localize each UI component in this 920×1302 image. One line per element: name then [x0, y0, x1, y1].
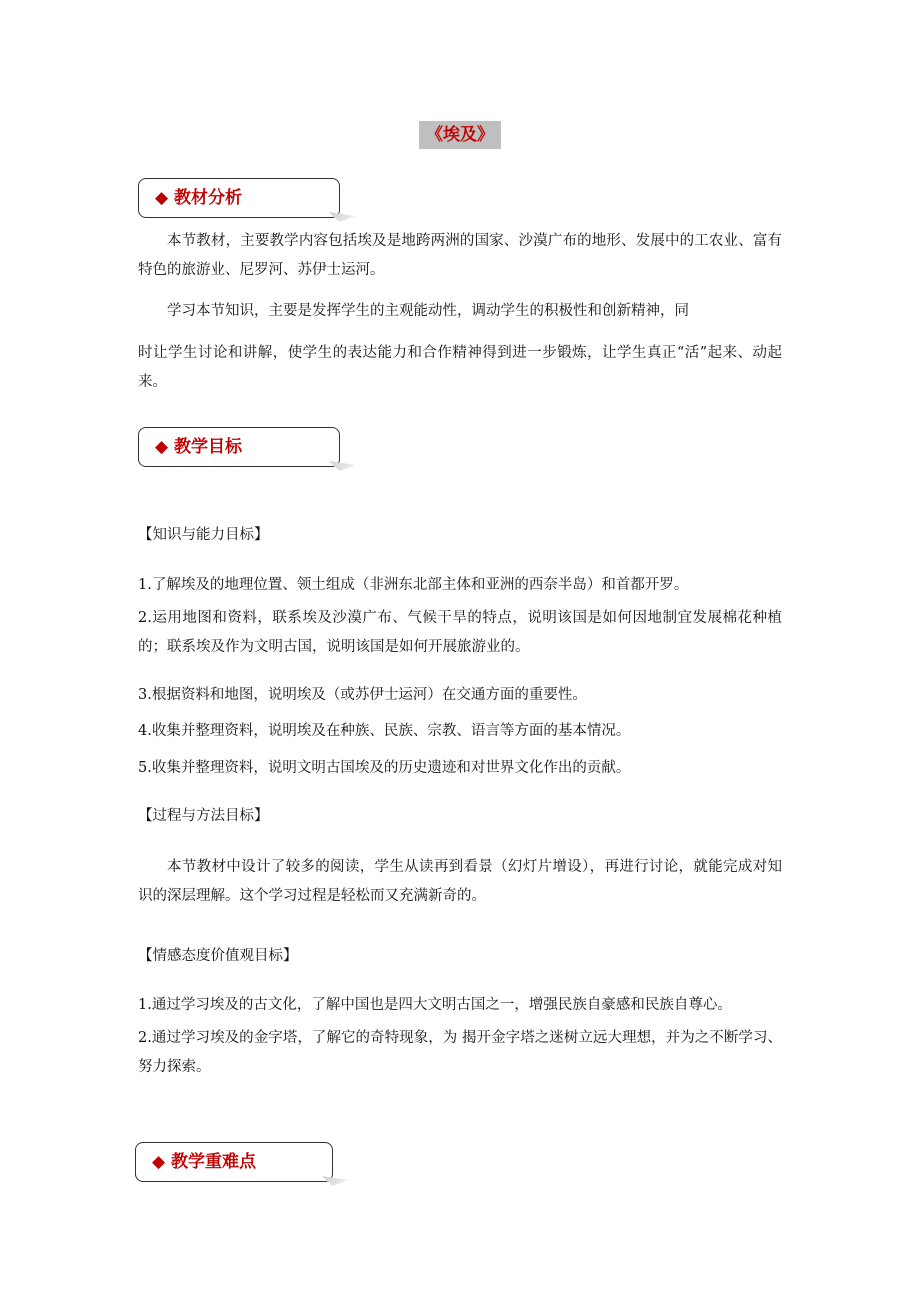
goal-item-3: 3.根据资料和地图，说明埃及（或苏伊士运河）在交通方面的重要性。	[138, 687, 587, 703]
goal-item-4: 4.收集并整理资料，说明埃及在种族、民族、宗教、语言等方面的基本情况。	[138, 723, 631, 739]
knowledge-goals-title: 【知识与能力目标】	[138, 527, 269, 543]
emotion-item-1: 1.通过学习埃及的古文化，了解中国也是四大文明古国之一，增强民族自豪感和民族自尊心。	[138, 997, 732, 1013]
section-heading-label: ◆ 教学目标	[155, 437, 242, 457]
emotion-item-2: 2.通过学习埃及的金字塔，了解它的奇特现象，为 揭开金字塔之迷树立远大理想，并为之不断学习、努力探索。	[138, 1030, 782, 1075]
analysis-paragraph-2-rest: 时让学生讨论和讲解，使学生的表达能力和合作精神得到进一步锻炼，让学生真正“活”起来、动起来。	[138, 345, 782, 390]
section-heading-key-points	[135, 1142, 333, 1182]
analysis-paragraph-1: 本节教材，主要教学内容包括埃及是地跨两洲的国家、沙漠广布的地形、发展中的工农业、富有特色的旅游业、尼罗河、苏伊士运河。	[138, 233, 782, 278]
heading-shadow	[322, 1176, 348, 1186]
heading-shadow	[329, 461, 355, 471]
section-heading-label: ◆ 教学重难点	[152, 1152, 256, 1172]
goal-item-5: 5.收集并整理资料，说明文明古国埃及的历史遗迹和对世界文化作出的贡献。	[138, 760, 631, 776]
goal-item-2: 2.运用地图和资料，联系埃及沙漠广布、气候干旱的特点，说明该国是如何因地制宜发展棉花种植的；联系埃及作为文明古国，说明该国是如何开展旅游业的。	[138, 610, 782, 655]
goal-item-1: 1.了解埃及的地理位置、领土组成（非洲东北部主体和亚洲的西奈半岛）和首都开罗。	[138, 577, 689, 593]
process-goals-text: 本节教材中设计了较多的阅读，学生从读再到看景（幻灯片增设），再进行讨论，就能完成对知识的深层理解。这个学习过程是轻松而又充满新奇的。	[138, 859, 782, 904]
emotion-goals-title: 【情感态度价值观目标】	[138, 948, 298, 964]
section-heading-analysis	[138, 178, 340, 218]
analysis-paragraph-2-line-1: 学习本节知识，主要是发挥学生的主观能动性，调动学生的积极性和创新精神，同	[167, 303, 689, 319]
section-heading-goals	[138, 427, 340, 467]
document-title: 《埃及》	[419, 121, 501, 149]
heading-shadow	[329, 212, 355, 222]
process-goals-title: 【过程与方法目标】	[138, 808, 269, 824]
section-heading-label: ◆ 教材分析	[155, 188, 242, 208]
